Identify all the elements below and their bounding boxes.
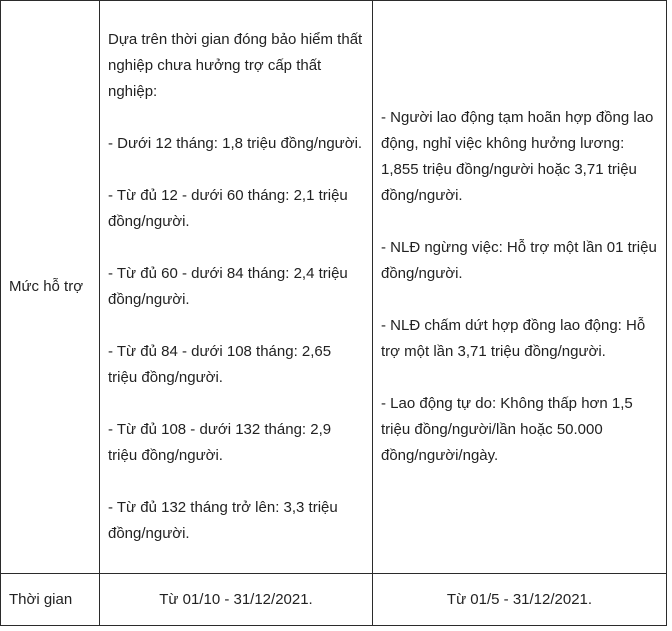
- insurance-item: - Từ đủ 132 tháng trở lên: 3,3 triệu đồng/người.: [108, 499, 338, 542]
- insurance-intro-text: Dựa trên thời gian đóng bảo hiểm thất nghiệp chưa hưởng trợ cấp thất nghiệp:: [108, 31, 363, 100]
- cell-unemployment-insurance-support: [100, 1, 373, 574]
- insurance-item: - Dưới 12 tháng: 1,8 triệu đồng/người.: [108, 135, 363, 152]
- row-label-support-amount: [1, 1, 100, 574]
- insurance-item: - Từ đủ 84 - dưới 108 tháng: 2,65 triệu đồng/người.: [108, 343, 332, 386]
- time-label: Thời gian: [9, 590, 73, 608]
- cell-worker-support: [373, 1, 667, 574]
- row-label-time: [1, 574, 100, 626]
- cell-time-insurance: [100, 574, 373, 626]
- cell-time-worker: [373, 574, 667, 626]
- worker-support-item: - NLĐ ngừng việc: Hỗ trợ một lần 01 triệu đồng/người.: [381, 239, 657, 282]
- insurance-item: - Từ đủ 108 - dưới 132 tháng: 2,9 triệu đồng/người.: [108, 421, 332, 464]
- insurance-item: - Từ đủ 12 - dưới 60 tháng: 2,1 triệu đồng/người.: [108, 187, 348, 230]
- worker-support-item: - Lao động tự do: Không thấp hơn 1,5 triệu đồng/người/lần hoặc 50.000 đồng/người/ngày.: [381, 395, 633, 464]
- support-amount-label: Mức hỗ trợ: [9, 278, 84, 295]
- table-row-support-amount: [1, 1, 667, 574]
- insurance-item: - Từ đủ 60 - dưới 84 tháng: 2,4 triệu đồng/người.: [108, 265, 348, 308]
- time-insurance-value: Từ 01/10 - 31/12/2021.: [159, 590, 313, 608]
- worker-support-item: - NLĐ chấm dứt hợp đồng lao động: Hỗ trợ một lần 3,71 triệu đồng/người.: [381, 317, 646, 360]
- time-worker-value: Từ 01/5 - 31/12/2021.: [446, 590, 593, 608]
- table-row-time: [1, 574, 667, 626]
- worker-support-item: - Người lao động tạm hoãn hợp đồng lao động, nghỉ việc không hưởng lương: 1,855 triệu đồng/người hoặc 3,71 triệu đồng/người.: [381, 109, 654, 204]
